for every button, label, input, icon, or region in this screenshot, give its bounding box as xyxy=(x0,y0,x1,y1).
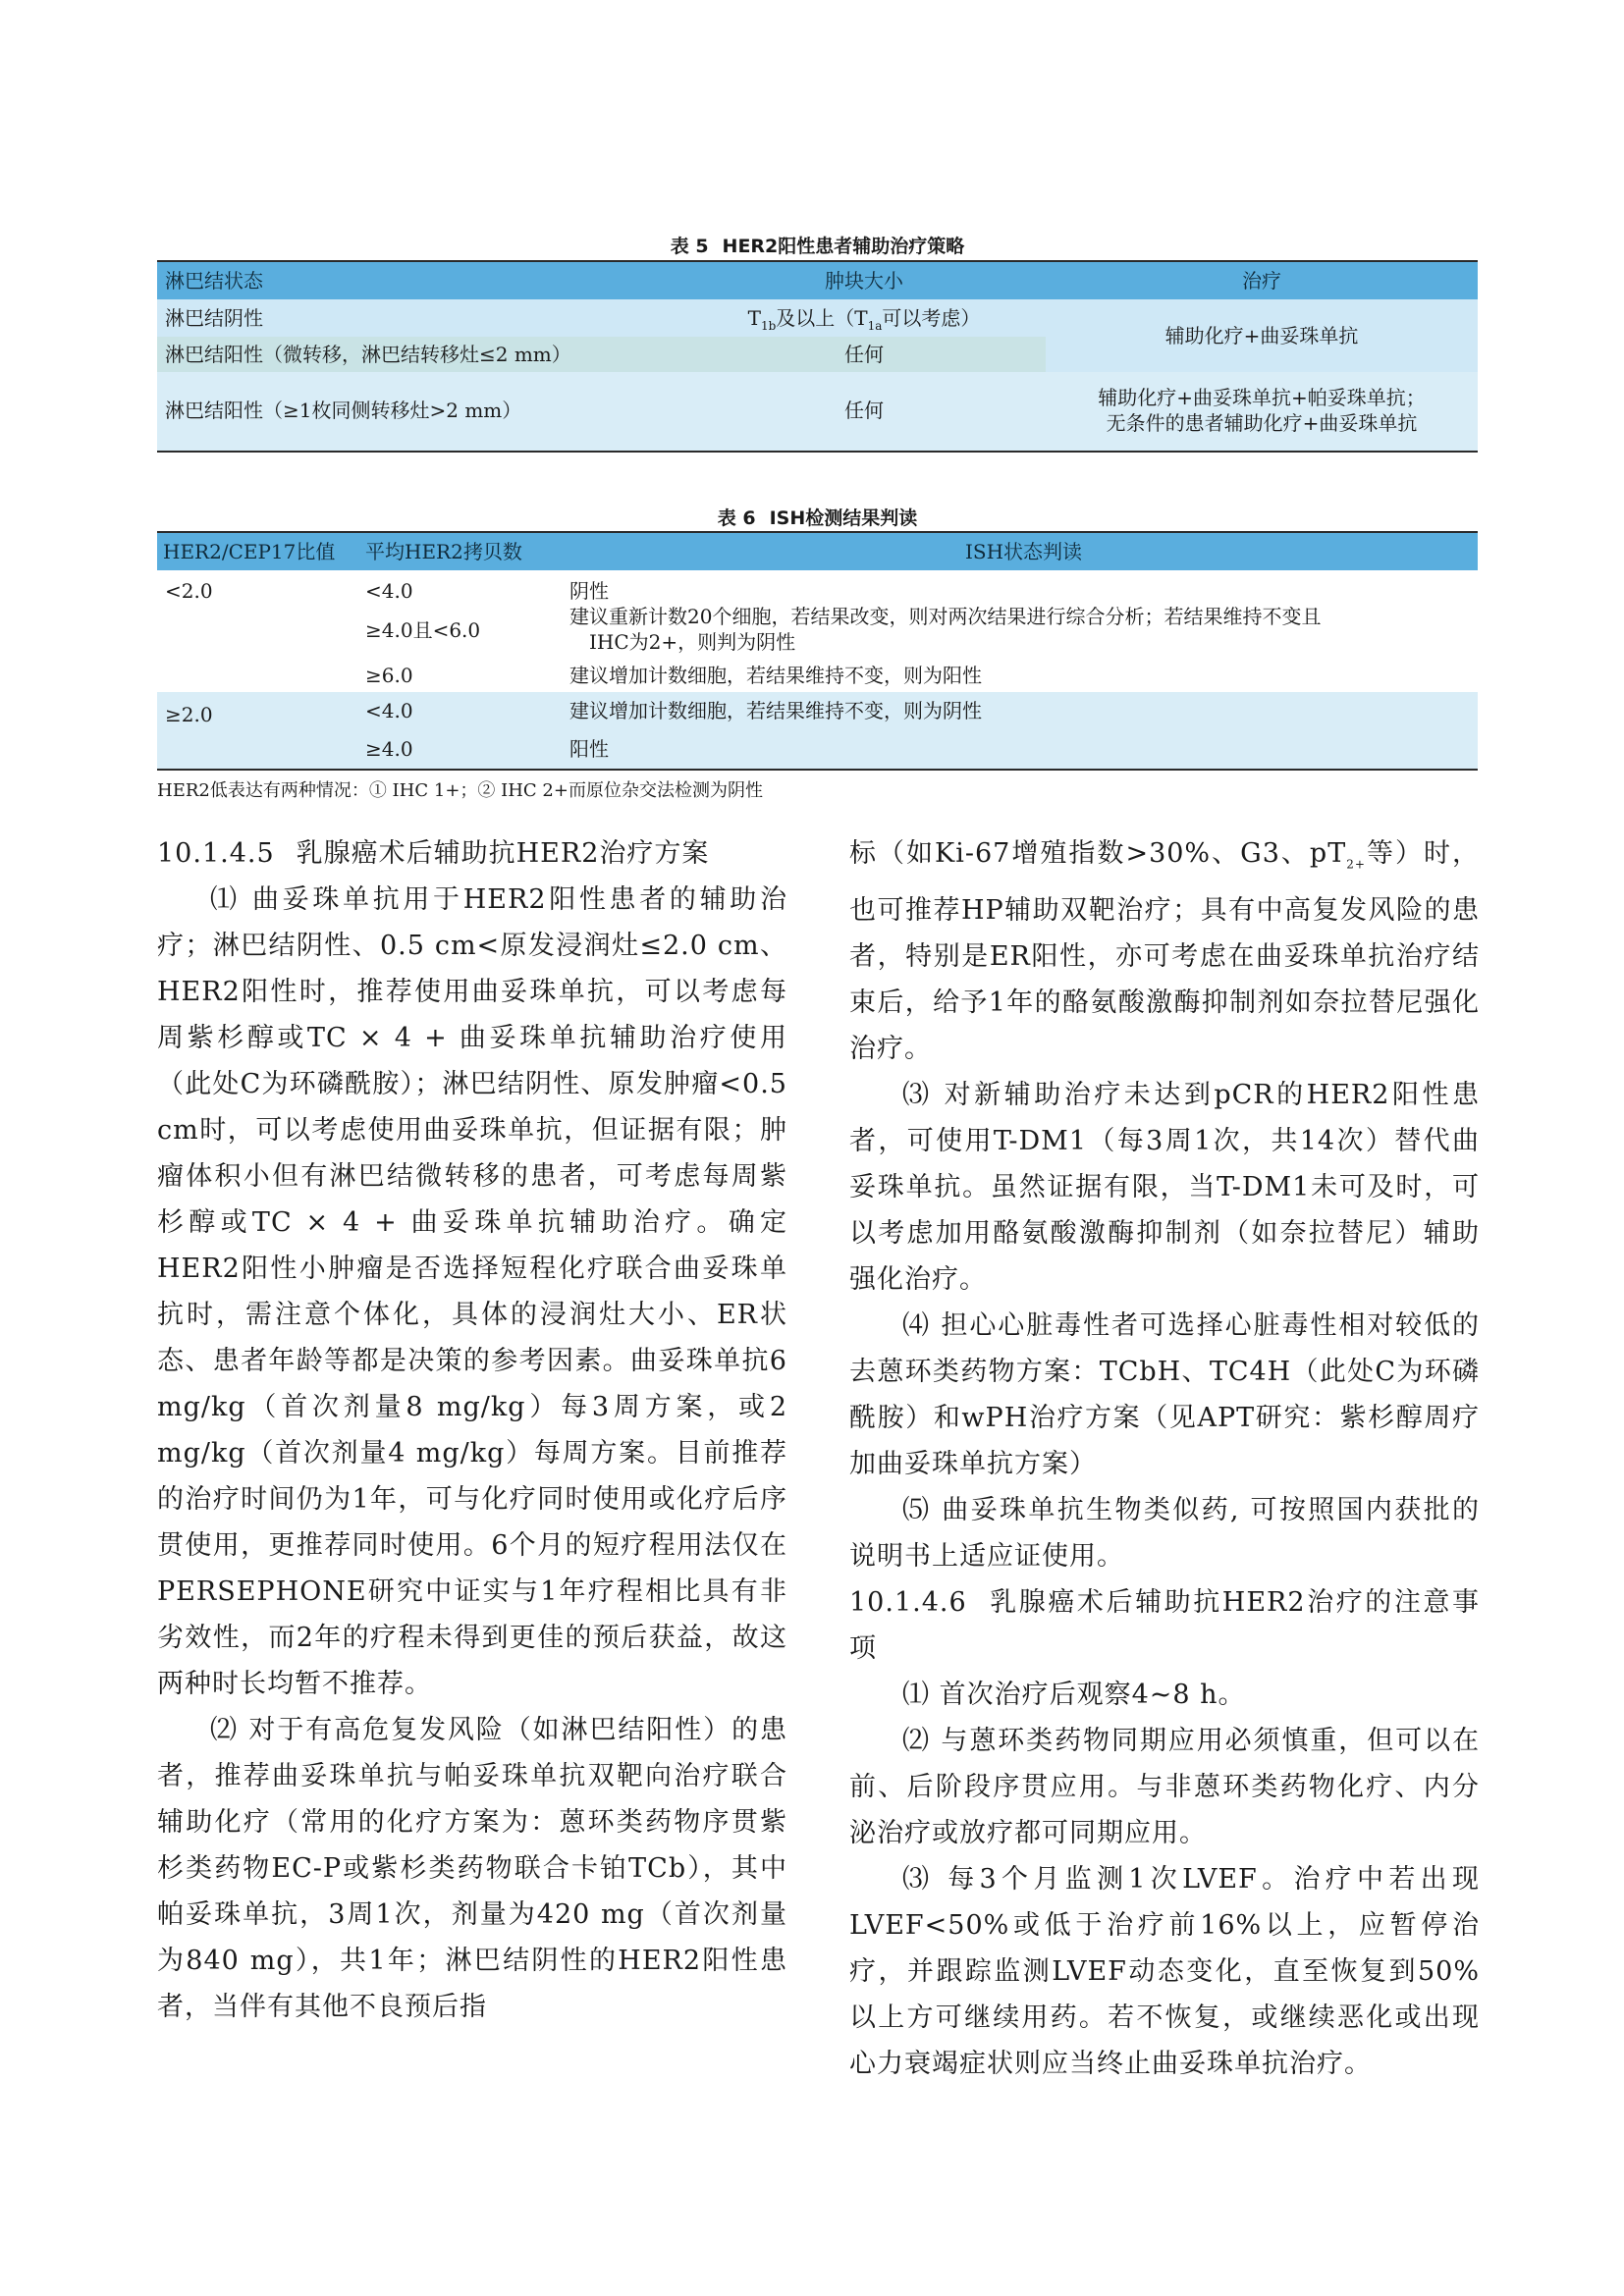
table5-header-size: 肿块大小 xyxy=(825,269,903,293)
table5-row-3 xyxy=(157,372,1478,451)
table5-row3-node: 淋巴结阳性（≥1枚同侧转移灶>2 mm） xyxy=(165,399,522,422)
table5-row2-size: 任何 xyxy=(844,343,884,366)
table6-g2-ratio: ≥2.0 xyxy=(165,703,213,726)
table5-row3-treatment: 辅助化疗+曲妥珠单抗+帕妥珠单抗； 无条件的患者辅助化疗+曲妥珠单抗 xyxy=(1098,386,1426,435)
table6-g1r1-copies: <4.0 xyxy=(365,579,413,603)
left-column xyxy=(157,830,787,2030)
table5-row2-node: 淋巴结阳性（微转移，淋巴结转移灶≤2 mm） xyxy=(165,343,571,366)
table5-caption xyxy=(157,232,1478,258)
table6-header-interp: ISH状态判读 xyxy=(964,540,1083,563)
table6-g1r3-interp: 建议增加计数细胞，若结果维持不变，则为阳性 xyxy=(569,664,982,687)
table6-label: 表 6 xyxy=(717,507,756,529)
paragraph-tdm1: ⑶ 对新辅助治疗未达到pCR的HER2阳性患者，可使用T-DM1（每3周1次，共14次）替代曲妥珠单抗。虽然证据有限，当T-DM1未可及时，可以考虑加用酪氨酸激酶抑制剂（如奈拉替尼）辅助强化治疗。 xyxy=(849,1080,1480,1296)
right-column xyxy=(849,830,1480,2087)
note-item-1: ⑴ 首次治疗后观察4~8 h。 xyxy=(902,1680,1246,1711)
table6-header-copies: 平均HER2拷贝数 xyxy=(365,540,522,563)
table5-row1-node: 淋巴结阴性 xyxy=(165,306,263,330)
note-item-3: ⑶ 每3个月监测1次LVEF。治疗中若出现LVEF<50%或低于治疗前16%以上，应暂停治疗，并跟踪监测LVEF动态变化，直至恢复到50%以上方可继续用药。若不恢复，或继续恶化或出现心力衰竭症状则应当终止曲妥珠单抗治疗。 xyxy=(849,1864,1480,2080)
table6-group-2 xyxy=(157,692,1478,769)
table6-g1r2-copies: ≥4.0且<6.0 xyxy=(365,618,481,642)
table5-row1-size: $T_{1b}$及以上（$T_{1a}$可以考虑） xyxy=(747,306,981,333)
table5-title: HER2阳性患者辅助治疗策略 xyxy=(722,236,965,257)
table6-g1-ratio: <2.0 xyxy=(165,579,213,603)
section-heading-10-1-4-5: 10.1.4.5 乳腺癌术后辅助抗HER2治疗方案 xyxy=(157,838,710,869)
paragraph-dual-target: ⑵ 对于有高危复发风险（如淋巴结阳性）的患者，推荐曲妥珠单抗与帕妥珠单抗双靶向治疗联合辅助化疗（常用的化疗方案为：蒽环类药物序贯紫杉类药物EC-P或紫杉类药物联合卡铂TCb），其中帕妥珠单抗，3周1次，剂量为420 mg（首次剂量为840 mg），共1年；淋巴结阴性的HER2阳性患者，当伴有其他不良预后指 xyxy=(157,1715,787,2022)
table6-g2r2-interp: 阳性 xyxy=(569,737,609,761)
table5-row-2 xyxy=(157,337,1046,372)
table6-group-1 xyxy=(157,570,1478,692)
table5-header-treatment: 治疗 xyxy=(1242,269,1281,293)
table5-header-node: 淋巴结状态 xyxy=(165,269,263,293)
table6-caption xyxy=(157,504,1478,530)
paragraph-cardiotoxicity: ⑷ 担心心脏毒性者可选择心脏毒性相对较低的去蒽环类药物方案：TCbH、TC4H（此处C为环磷酰胺）和wPH治疗方案（见APT研究：紫杉醇周疗加曲妥珠单抗方案） xyxy=(849,1310,1480,1480)
table6 xyxy=(157,531,1478,773)
table5-header-row xyxy=(157,262,1478,299)
paragraph-continuation: 标（如Ki-67增殖指数>30%、G3、$pT_{2+}$等）时，也可推荐HP辅助双靶治疗；具有中高复发风险的患者，特别是ER阳性，亦可考虑在曲妥珠单抗治疗结束后，给予1年的酪氨酸激酶抑制剂如奈拉替尼强化治疗。 xyxy=(849,838,1481,1065)
table6-g2r1-copies: <4.0 xyxy=(365,699,413,722)
table6-header-ratio: HER2/CEP17比值 xyxy=(163,540,336,563)
paragraph-biosimilar: ⑸ 曲妥珠单抗生物类似药, 可按照国内获批的说明书上适应证使用。 xyxy=(849,1495,1480,1573)
paragraph-trastuzumab: ⑴ 曲妥珠单抗用于HER2阳性患者的辅助治疗；淋巴结阴性、0.5 cm<原发浸润灶≤2.0 cm、HER2阳性时，推荐使用曲妥珠单抗，可以考虑每周紫杉醇或TC × 4 + 曲妥珠单抗辅助治疗使用（此处C为环磷酰胺）；淋巴结阴性、原发肿瘤<0.5 cm时，可以考虑使用曲妥珠单抗，但证据有限；肿瘤体积小但有淋巴结微转移的患者，可考虑每周紫杉醇或TC × 4 + 曲妥珠单抗辅助治疗。确定HER2阳性小肿瘤是否选择短程化疗联合曲妥珠单抗时，需注意个体化，具体的浸润灶大小、ER状态、患者年龄等都是决策的参考因素。曲妥珠单抗6 mg/kg（首次剂量8 mg/kg）每3周方案，或2 mg/kg（首次剂量4 mg/kg）每周方案。目前推荐的治疗时间仍为1年，可与化疗同时使用或化疗后序贯使用，更推荐同时使用。6个月的短疗程用法仅在PERSEPHONE研究中证实与1年疗程相比具有非劣效性，而2年的疗程未得到更佳的预后获益，故这两种时长均暂不推荐。 xyxy=(157,884,787,1699)
table6-footnote: HER2低表达有两种情况：① IHC 1+；② IHC 2+而原位杂交法检测为阴性 xyxy=(157,780,763,801)
table5-label: 表 5 xyxy=(670,236,709,257)
note-item-2: ⑵ 与蒽环类药物同期应用必须慎重，但可以在前、后阶段序贯应用。与非蒽环类药物化疗、内分泌治疗或放疗都可同期应用。 xyxy=(849,1726,1480,1849)
section-heading-10-1-4-6: 10.1.4.6 乳腺癌术后辅助抗HER2治疗的注意事项 xyxy=(849,1587,1480,1665)
table6-g1r1-interp: 阴性 xyxy=(569,579,609,603)
table5-treatment-merged-cell xyxy=(1046,299,1478,372)
table5-row3-size: 任何 xyxy=(844,399,884,422)
table6-g1r3-copies: ≥6.0 xyxy=(365,664,413,687)
table6-header-row xyxy=(157,533,1478,570)
table6-g2r1-interp: 建议增加计数细胞，若结果维持不变，则为阴性 xyxy=(569,699,982,722)
table6-g2r2-copies: ≥4.0 xyxy=(365,737,413,761)
table6-g1r2-interp: 建议重新计数20个细胞，若结果改变，则对两次结果进行综合分析；若结果维持不变且 IHC为2+，则判为阴性 xyxy=(569,605,1322,654)
table5 xyxy=(157,260,1478,453)
table6-title: ISH检测结果判读 xyxy=(769,507,918,529)
table5-treatment-merged: 辅助化疗+曲妥珠单抗 xyxy=(1164,324,1359,347)
table5-row-1 xyxy=(157,299,1046,337)
